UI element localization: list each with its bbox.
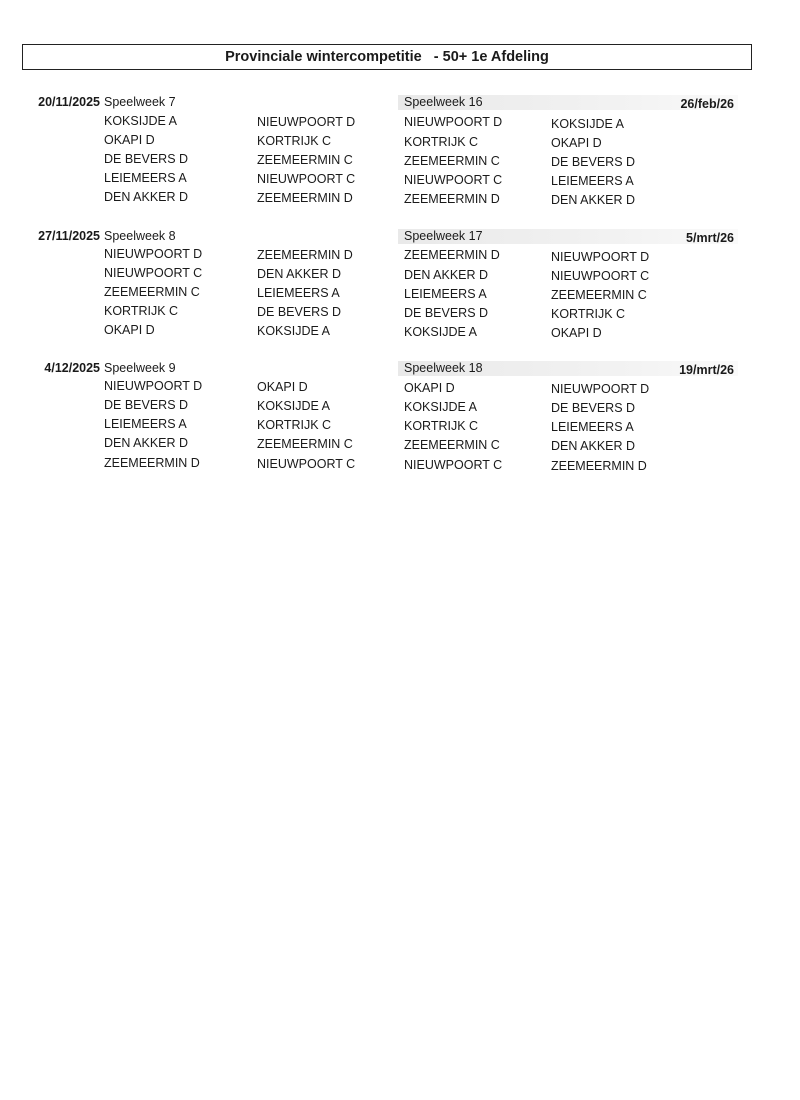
team-cell: LEIEMEERS A [404, 287, 487, 301]
schedule-block [0, 229, 800, 349]
date-left: 20/11/2025 [38, 95, 100, 109]
page-title: Provinciale wintercompetitie - 50+ 1e Afdeling [225, 49, 549, 65]
team-cell: LEIEMEERS A [104, 417, 187, 431]
team-cell: DE BEVERS D [104, 398, 189, 412]
team-cell: DEN AKKER D [104, 190, 189, 204]
team-cell: NIEUWPOORT C [257, 172, 356, 186]
team-cell: DEN AKKER D [404, 268, 489, 282]
schedule-block [0, 361, 800, 481]
week-right: Speelweek 16 [404, 95, 483, 109]
team-cell: DE BEVERS D [104, 152, 189, 166]
week-right: Speelweek 18 [404, 361, 483, 375]
week-left: Speelweek 7 [104, 95, 176, 109]
team-cell: KOKSIJDE A [404, 325, 477, 339]
team-cell: ZEEMEERMIN C [257, 153, 353, 167]
team-cell: LEIEMEERS A [257, 286, 340, 300]
week-right: Speelweek 17 [404, 229, 483, 243]
date-left: 4/12/2025 [44, 361, 100, 375]
team-cell: NIEUWPOORT D [104, 379, 203, 393]
team-cell: NIEUWPOORT D [404, 115, 503, 129]
team-cell: DEN AKKER D [551, 439, 636, 453]
team-cell: NIEUWPOORT C [551, 269, 650, 283]
date-left: 27/11/2025 [38, 229, 100, 243]
team-cell: KORTRIJK C [404, 419, 479, 433]
team-cell: DEN AKKER D [551, 193, 636, 207]
team-cell: OKAPI D [404, 381, 455, 395]
team-cell: OKAPI D [257, 380, 308, 394]
team-cell: OKAPI D [104, 133, 155, 147]
team-cell: DE BEVERS D [551, 155, 636, 169]
team-cell: ZEEMEERMIN D [551, 459, 647, 473]
team-cell: KOKSIJDE A [257, 324, 330, 338]
team-cell: KOKSIJDE A [257, 399, 330, 413]
team-cell: OKAPI D [104, 323, 155, 337]
team-cell: KOKSIJDE A [104, 114, 177, 128]
team-cell: LEIEMEERS A [551, 420, 634, 434]
team-cell: KOKSIJDE A [404, 400, 477, 414]
team-cell: ZEEMEERMIN D [404, 192, 500, 206]
team-cell: DE BEVERS D [257, 305, 342, 319]
team-cell: ZEEMEERMIN C [551, 288, 647, 302]
title-box [22, 44, 752, 70]
team-cell: KORTRIJK C [551, 307, 626, 321]
date-right: 26/feb/26 [680, 97, 734, 111]
team-cell: KOKSIJDE A [551, 117, 624, 131]
team-cell: NIEUWPOORT C [257, 457, 356, 471]
team-cell: KORTRIJK C [104, 304, 179, 318]
team-cell: ZEEMEERMIN D [404, 248, 500, 262]
date-right: 19/mrt/26 [679, 363, 734, 377]
team-cell: ZEEMEERMIN D [104, 456, 200, 470]
team-cell: NIEUWPOORT C [404, 458, 503, 472]
team-cell: NIEUWPOORT C [404, 173, 503, 187]
team-cell: DEN AKKER D [257, 267, 342, 281]
team-cell: NIEUWPOORT D [257, 115, 356, 129]
team-cell: ZEEMEERMIN C [404, 438, 500, 452]
team-cell: ZEEMEERMIN C [257, 437, 353, 451]
team-cell: DE BEVERS D [404, 306, 489, 320]
team-cell: KORTRIJK C [257, 418, 332, 432]
team-cell: KORTRIJK C [404, 135, 479, 149]
week-left: Speelweek 9 [104, 361, 176, 375]
team-cell: KORTRIJK C [257, 134, 332, 148]
team-cell: LEIEMEERS A [551, 174, 634, 188]
team-cell: DEN AKKER D [104, 436, 189, 450]
team-cell: OKAPI D [551, 136, 602, 150]
team-cell: OKAPI D [551, 326, 602, 340]
team-cell: ZEEMEERMIN C [404, 154, 500, 168]
team-cell: DE BEVERS D [551, 401, 636, 415]
schedule-block [0, 95, 800, 215]
team-cell: LEIEMEERS A [104, 171, 187, 185]
team-cell: NIEUWPOORT D [104, 247, 203, 261]
team-cell: NIEUWPOORT D [551, 250, 650, 264]
week-left: Speelweek 8 [104, 229, 176, 243]
team-cell: ZEEMEERMIN D [257, 248, 353, 262]
team-cell: NIEUWPOORT C [104, 266, 203, 280]
team-cell: ZEEMEERMIN D [257, 191, 353, 205]
team-cell: NIEUWPOORT D [551, 382, 650, 396]
team-cell: ZEEMEERMIN C [104, 285, 200, 299]
date-right: 5/mrt/26 [686, 231, 734, 245]
